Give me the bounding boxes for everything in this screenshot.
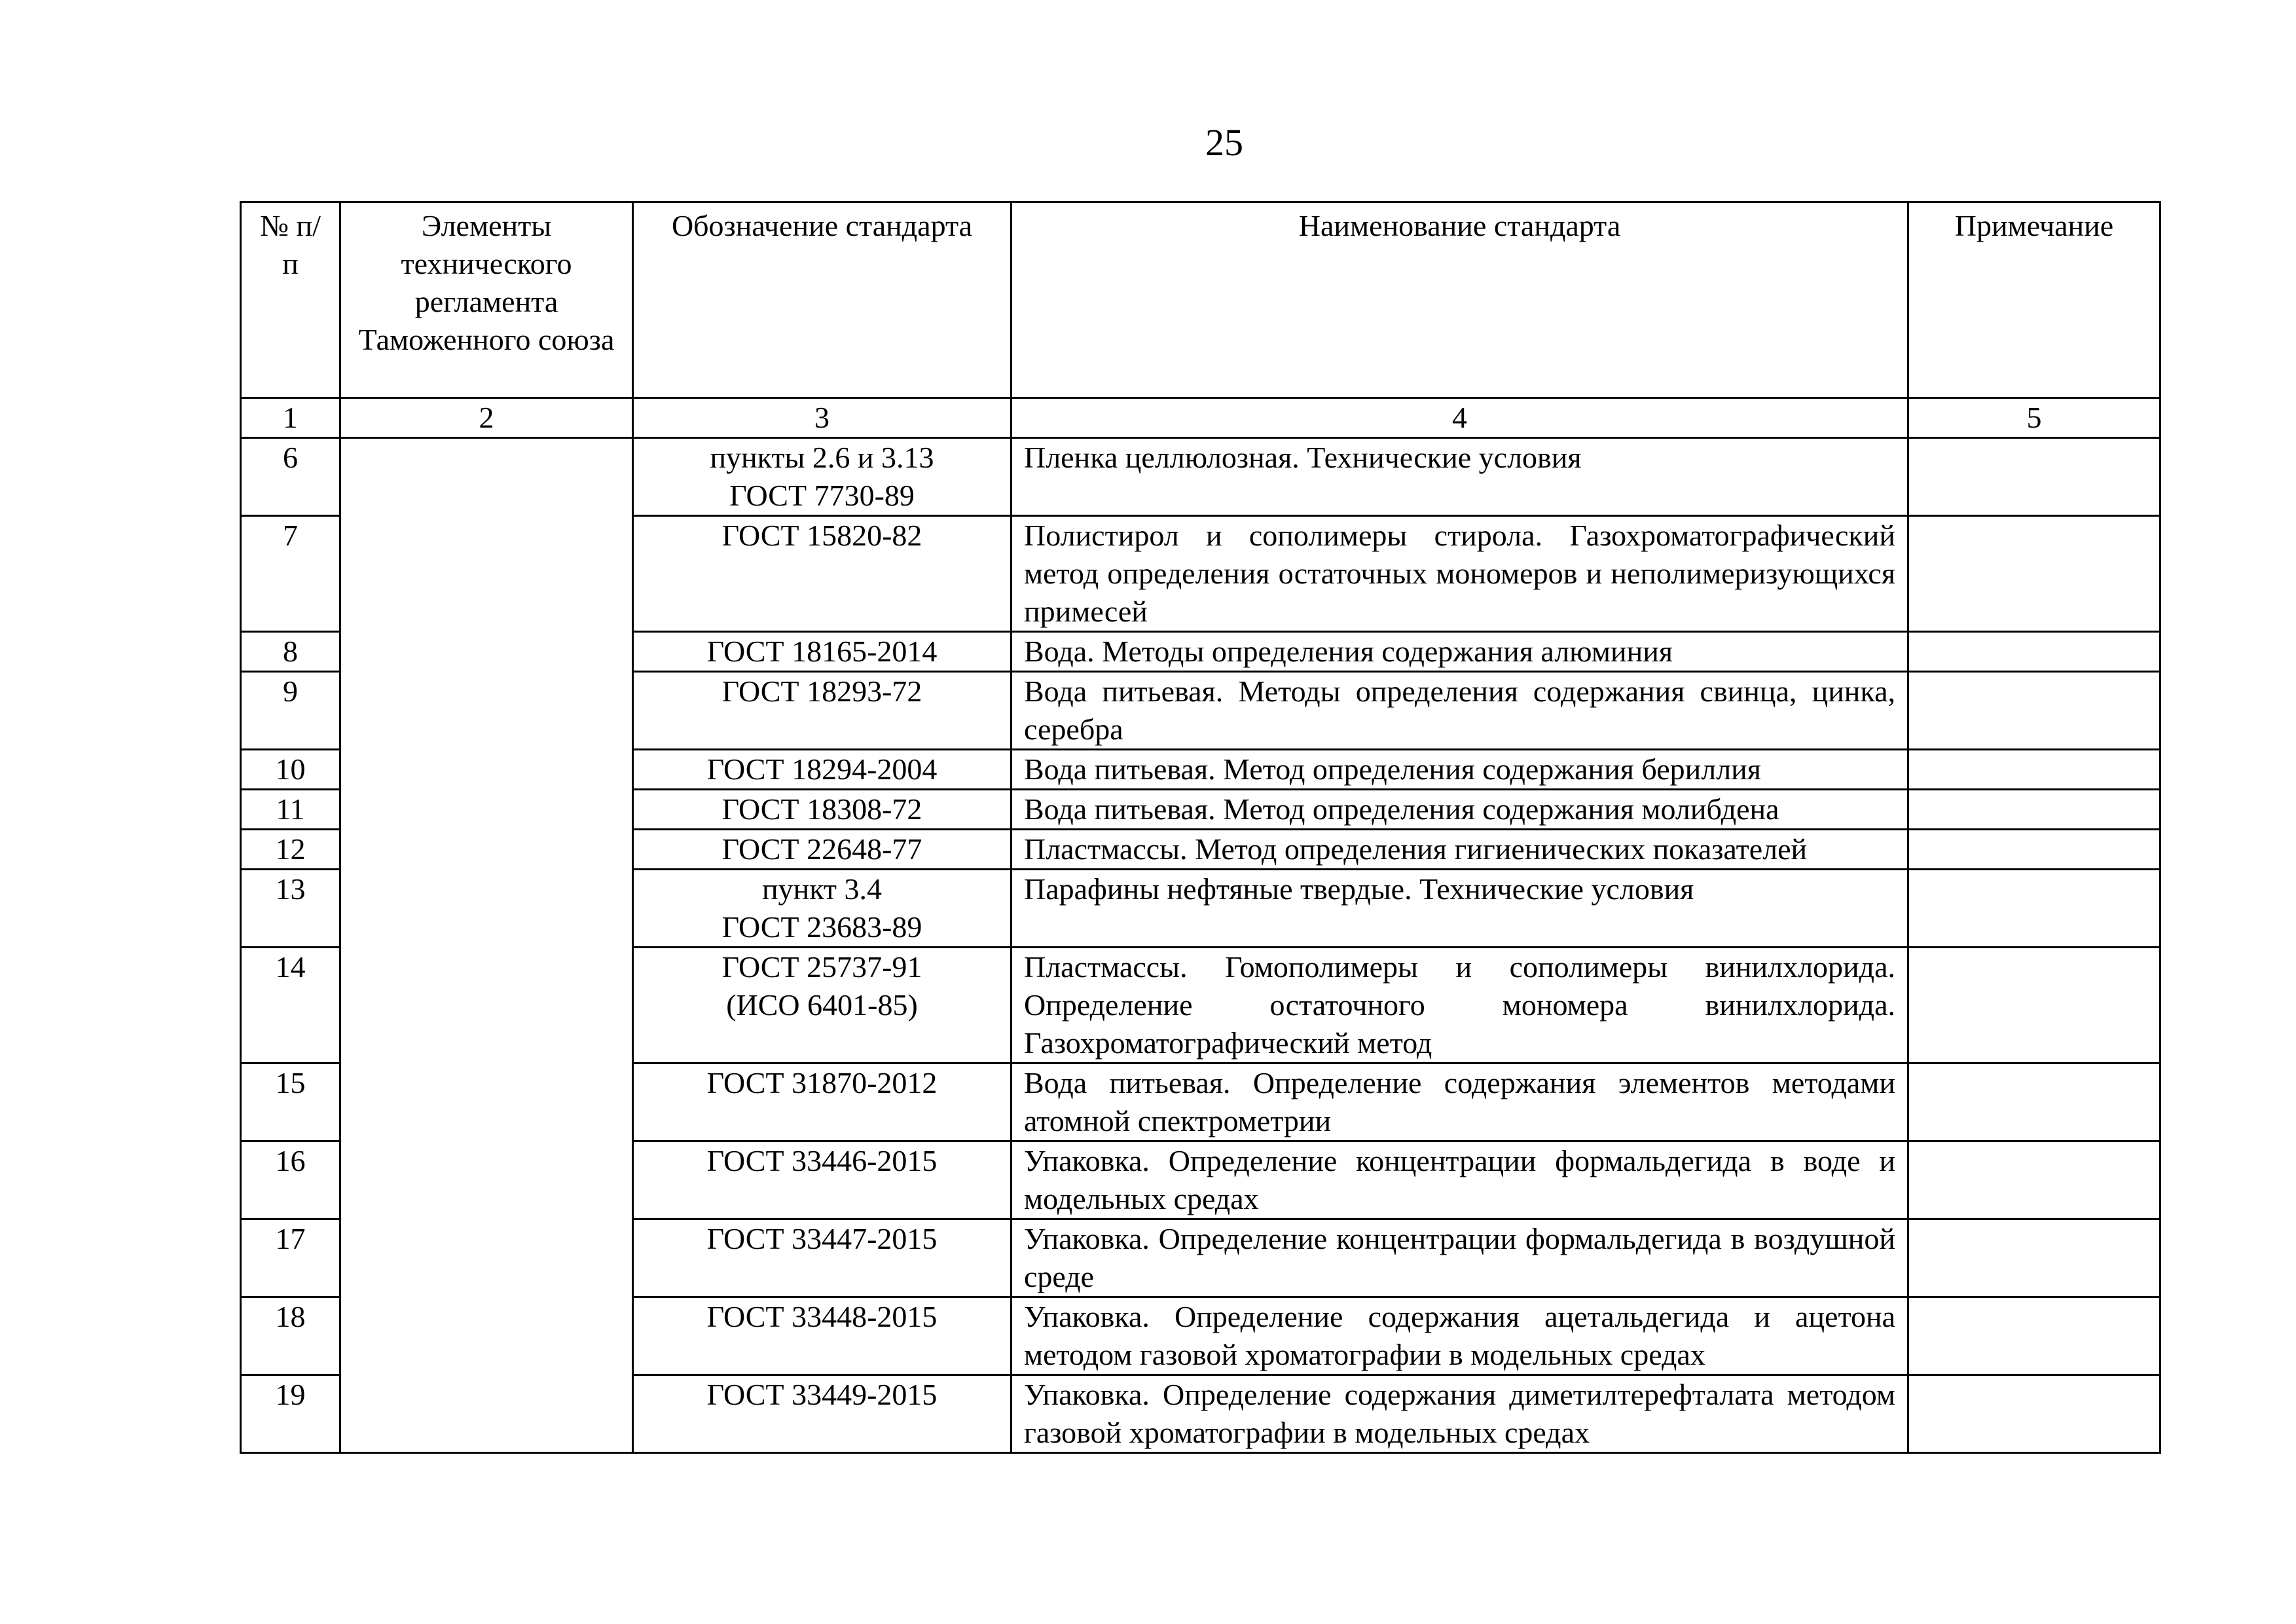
row-designation: ГОСТ 15820-82 [633, 516, 1011, 632]
row-designation: ГОСТ 22648-77 [633, 830, 1011, 870]
row-name: Упаковка. Определение содержания диметилтерефталата методом газовой хроматографии в модельных средах [1011, 1375, 1908, 1453]
row-note [1908, 1297, 2160, 1375]
row-note [1908, 516, 2160, 632]
row-note [1908, 1219, 2160, 1297]
row-name: Вода. Методы определения содержания алюминия [1011, 632, 1908, 672]
row-designation: ГОСТ 33446-2015 [633, 1141, 1011, 1219]
table-row [241, 438, 2160, 516]
row-designation: ГОСТ 18165-2014 [633, 632, 1011, 672]
row-num: 7 [241, 516, 340, 632]
row-note [1908, 1141, 2160, 1219]
header-name: Наименование стандарта [1011, 202, 1908, 398]
row-name: Пластмассы. Гомополимеры и сополимеры винилхлорида. Определение остаточного мономера винилхлорида. Газохроматографический метод [1011, 948, 1908, 1063]
row-designation: ГОСТ 33448-2015 [633, 1297, 1011, 1375]
row-designation: ГОСТ 18308-72 [633, 790, 1011, 830]
row-note [1908, 948, 2160, 1063]
row-note [1908, 750, 2160, 790]
column-number: 4 [1011, 398, 1908, 438]
row-note [1908, 1375, 2160, 1453]
row-name: Парафины нефтяные твердые. Технические условия [1011, 870, 1908, 948]
row-note [1908, 632, 2160, 672]
header-num: № п/п [241, 202, 340, 398]
row-num: 10 [241, 750, 340, 790]
column-number: 5 [1908, 398, 2160, 438]
row-name: Упаковка. Определение концентрации формальдегида в воздушной среде [1011, 1219, 1908, 1297]
row-designation: ГОСТ 25737-91 (ИСО 6401-85) [633, 948, 1011, 1063]
row-num: 15 [241, 1063, 340, 1141]
row-designation: пункты 2.6 и 3.13 ГОСТ 7730-89 [633, 438, 1011, 516]
row-note [1908, 1063, 2160, 1141]
row-num: 8 [241, 632, 340, 672]
row-designation: пункт 3.4 ГОСТ 23683-89 [633, 870, 1011, 948]
row-designation: ГОСТ 18293-72 [633, 672, 1011, 750]
row-num: 19 [241, 1375, 340, 1453]
row-num: 14 [241, 948, 340, 1063]
row-num: 6 [241, 438, 340, 516]
column-number: 3 [633, 398, 1011, 438]
row-note [1908, 672, 2160, 750]
row-name: Полистирол и сополимеры стирола. Газохроматографический метод определения остаточных мономеров и неполимеризующихся примесей [1011, 516, 1908, 632]
row-name: Вода питьевая. Метод определения содержания молибдена [1011, 790, 1908, 830]
row-num: 12 [241, 830, 340, 870]
row-name: Вода питьевая. Определение содержания элементов методами атомной спектрометрии [1011, 1063, 1908, 1141]
header-row [241, 202, 2160, 398]
row-num: 13 [241, 870, 340, 948]
row-name: Пленка целлюлозная. Технические условия [1011, 438, 1908, 516]
elements-cell [340, 438, 633, 1453]
column-number-row [241, 398, 2160, 438]
row-name: Вода питьевая. Метод определения содержания бериллия [1011, 750, 1908, 790]
row-designation: ГОСТ 31870-2012 [633, 1063, 1011, 1141]
row-designation: ГОСТ 18294-2004 [633, 750, 1011, 790]
row-name: Пластмассы. Метод определения гигиенических показателей [1011, 830, 1908, 870]
row-num: 16 [241, 1141, 340, 1219]
row-name: Вода питьевая. Методы определения содержания свинца, цинка, серебра [1011, 672, 1908, 750]
row-name: Упаковка. Определение концентрации формальдегида в воде и модельных средах [1011, 1141, 1908, 1219]
page-number: 25 [1205, 121, 1243, 164]
header-note: Примечание [1908, 202, 2160, 398]
row-num: 11 [241, 790, 340, 830]
column-number: 1 [241, 398, 340, 438]
row-note [1908, 790, 2160, 830]
row-note [1908, 830, 2160, 870]
row-note [1908, 870, 2160, 948]
row-designation: ГОСТ 33447-2015 [633, 1219, 1011, 1297]
header-designation: Обозначение стандарта [633, 202, 1011, 398]
row-note [1908, 438, 2160, 516]
header-elements: Элементы технического регламента Таможенного союза [340, 202, 633, 398]
column-number: 2 [340, 398, 633, 438]
standards-table [240, 201, 2161, 1454]
row-name: Упаковка. Определение содержания ацетальдегида и ацетона методом газовой хроматографии в модельных средах [1011, 1297, 1908, 1375]
row-num: 18 [241, 1297, 340, 1375]
row-num: 9 [241, 672, 340, 750]
row-designation: ГОСТ 33449-2015 [633, 1375, 1011, 1453]
row-num: 17 [241, 1219, 340, 1297]
